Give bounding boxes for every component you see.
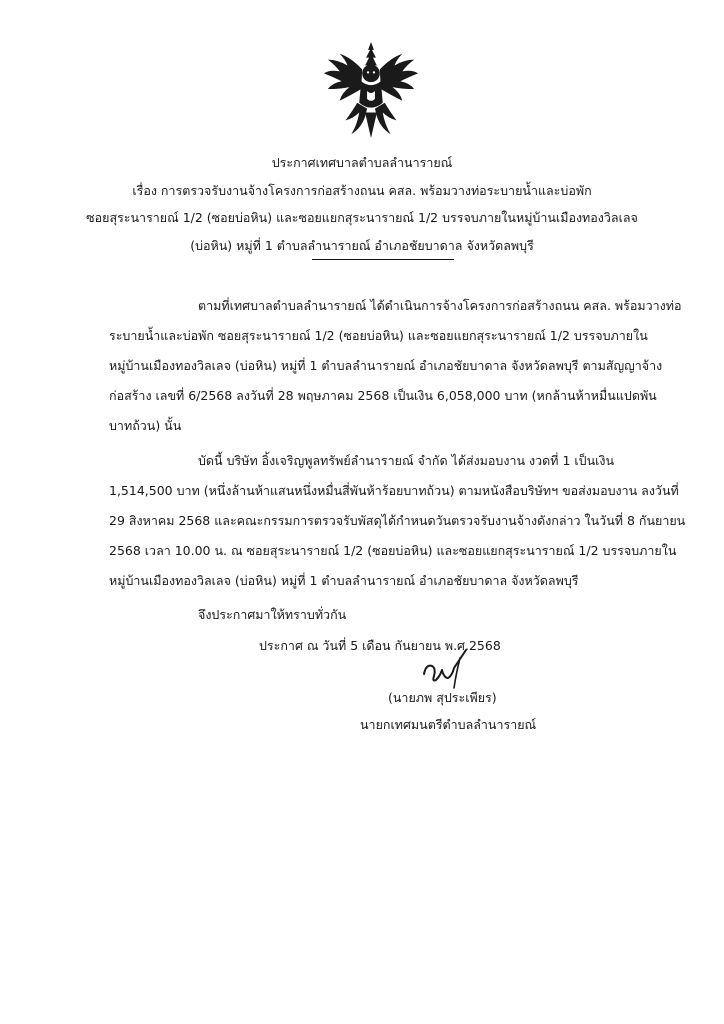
signatory-position: นายกเทศมนตรีตำบลลำนารายณ์ [360, 717, 537, 732]
paragraph-1-line-4: ก่อสร้าง เลขที่ 6/2568 ลงวันที่ 28 พฤษภาคม 2568 เป็นเงิน 6,058,000 บาท (หกล้านห้าหมื่นแปดพัน [109, 388, 657, 403]
paragraph-1-line-3: หมู่บ้านเมืองทองวิลเลจ (บ่อหิน) หมู่ที่ 1 ตำบลลำนารายณ์ อำเภอชัยบาดาล จังหวัดลพบุรี ตามสัญญาจ้าง [109, 358, 663, 373]
paragraph-1-line-2: ระบายน้ำและบ่อพัก ซอยสุระนารายณ์ 1/2 (ซอยบ่อหิน) และซอยแยกสุระนารายณ์ 1/2 บรรจบภายใน [109, 328, 648, 343]
subject-line-1: เรื่อง การตรวจรับงานจ้างโครงการก่อสร้างถนน คสล. พร้อมวางท่อระบายน้ำและบ่อพัก [132, 183, 592, 198]
paragraph-2-line-2: 1,514,500 บาท (หนึ่งล้านห้าแสนหนึ่งหมื่นสี่พันห้าร้อยบาทถ้วน) ตามหนังสือบริษัทฯ ขอส่งมอบงาน ลงวันที่ [109, 483, 679, 498]
paragraph-1-line-5: บาทถ้วน) นั้น [109, 418, 182, 433]
paragraph-2-line-3: 29 สิงหาคม 2568 และคณะกรรมการตรวจรับพัสดุได้กำหนดวันตรวจรับงานจ้างดังกล่าว ในวันที่ 8 กันยายน [109, 513, 686, 528]
announcement-date: ประกาศ ณ วันที่ 5 เดือน กันยายน พ.ศ.2568 [259, 638, 501, 653]
handwritten-signature [420, 648, 470, 690]
signatory-name: (นายภพ สุประเพียร) [388, 690, 497, 705]
garuda-emblem [322, 40, 420, 142]
paragraph-2-line-1: บัดนี้ บริษัท อิ้งเจริญพูลทรัพย์ลำนารายณ์ จำกัด ได้ส่งมอบงาน งวดที่ 1 เป็นเงิน [198, 453, 615, 468]
header-divider [312, 259, 454, 260]
announcement-title: ประกาศเทศบาลตำบลลำนารายณ์ [271, 155, 453, 170]
paragraph-2-line-4: 2568 เวลา 10.00 น. ณ ซอยสุระนารายณ์ 1/2 (ซอยบ่อหิน) และซอยแยกสุระนารายณ์ 1/2 บรรจบภายใน [109, 543, 677, 558]
closing-statement: จึงประกาศมาให้ทราบทั่วกัน [198, 607, 347, 622]
paragraph-1-line-1: ตามที่เทศบาลตำบลลำนารายณ์ ได้ดำเนินการจ้างโครงการก่อสร้างถนน คสล. พร้อมวางท่อ [198, 298, 682, 313]
paragraph-2-line-5: หมู่บ้านเมืองทองวิลเลจ (บ่อหิน) หมู่ที่ 1 ตำบลลำนารายณ์ อำเภอชัยบาดาล จังหวัดลพบุรี [109, 573, 579, 588]
subject-line-2: ซอยสุระนารายณ์ 1/2 (ซอยบ่อหิน) และซอยแยกสุระนารายณ์ 1/2 บรรจบภายในหมู่บ้านเมืองทองวิลเลจ [86, 210, 638, 225]
subject-line-3: (บ่อหิน) หมู่ที่ 1 ตำบลลำนารายณ์ อำเภอชัยบาดาล จังหวัดลพบุรี [190, 238, 534, 253]
